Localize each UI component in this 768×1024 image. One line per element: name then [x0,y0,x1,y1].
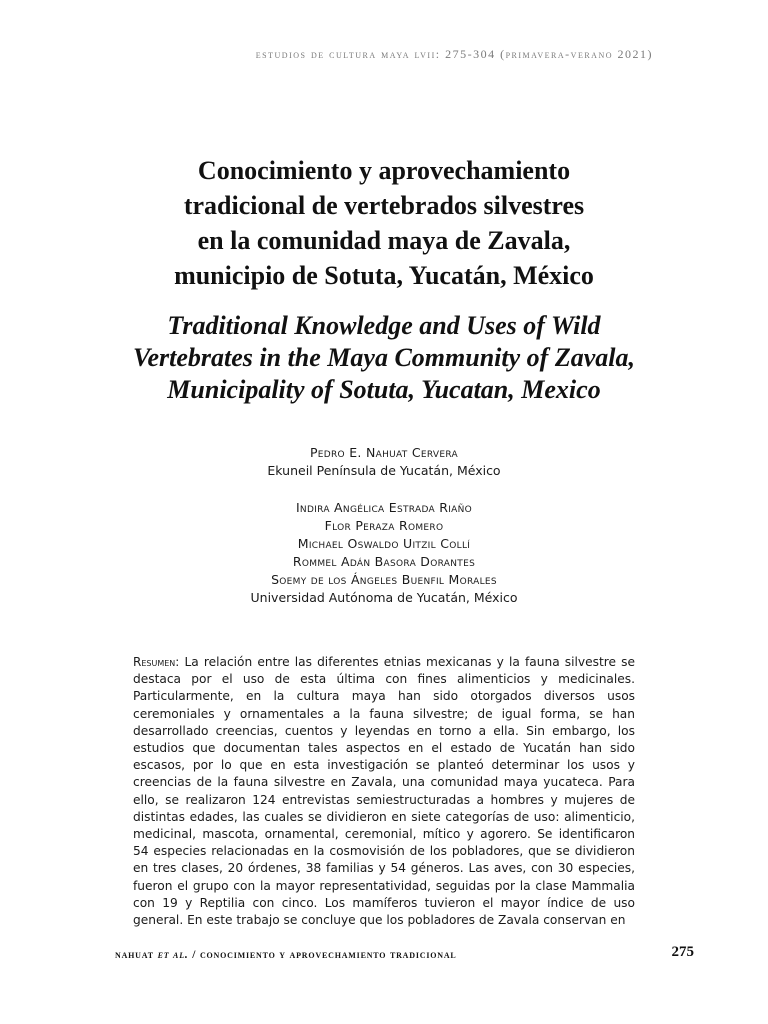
running-head: estudios de cultura maya lvii: 275-304 (primavera-verano 2021) [255,47,653,61]
author-name: Indira Angélica Estrada Riaño [295,500,473,515]
footer-short-title: conocimiento y aprovechamiento tradicional [199,949,457,961]
author-name: Pedro E. Nahuat Cervera [309,445,459,460]
spanish-title-line: en la comunidad maya de Zavala, [197,226,571,255]
spanish-title [90,153,678,293]
footer-etal: et al. [157,949,189,961]
spanish-title-line: Conocimiento y aprovechamiento [197,156,571,185]
english-title [90,310,678,406]
spanish-title-line: tradicional de vertebrados silvestres [183,191,585,220]
author-name: Flor Peraza Romero [324,518,444,533]
author-affiliation: Ekuneil Península de Yucatán, México [267,463,501,478]
english-title-line: Traditional Knowledge and Uses of Wild [167,311,601,340]
english-title-line: Municipality of Sotuta, Yucatan, Mexico [167,375,601,404]
footer-author: nahuat [115,949,154,961]
abstract-label: Resumen: [133,655,180,669]
page-number: 275 [671,944,694,960]
author-name: Michael Oswaldo Uitzil Collí [297,536,471,551]
spanish-title-line: municipio de Sotuta, Yucatán, México [174,261,594,290]
author-group-spacer [120,480,648,499]
footer-separator: / [192,949,197,961]
abstract-text: La relación entre las diferentes etnias mexicanas y la fauna silvestre se destaca por el uso de esta última con fines alimenticios y medicinales. Particularmente, en la cultura maya han sido otorgados diversos usos ceremoniales y ornamentales a la fauna silvestre; de igual forma, se han desarrollado creencias, cuentos y leyendas en torno a ella. Sin embargo, los estudios que documentan tales aspectos en el estado de Yucatán han sido escasos, por lo que en esta investigación se planteó determinar los usos y creencias de la fauna silvestre en Zavala, una comunidad maya yucateca. Para ello, se realizaron 124 entrevistas semiestructuradas a hombres y mujeres de distintas edades, las cuales se dividieron en siete categorías de uso: alimenticio, medicinal, mascota, ornamental, ceremonial, mítico y agorero. Se identificaron 54 especies relacionadas en la cosmovisión de los pobladores, que se dividieron en tres clases, 20 órdenes, 38 familias y 54 géneros. Las aves, con 30 especies, fueron el grupo con la mayor representatividad, seguidas por la clase Mammalia con 19 y Reptilia con cinco. Los mamíferos tuvieron el mayor índice de uso general. En este trabajo se concluye que los pobladores de Zavala conservan en [133,655,635,928]
author-block [120,444,648,607]
english-title-line: Vertebrates in the Maya Community of Zavala, [133,343,635,372]
author-affiliation: Universidad Autónoma de Yucatán, México [250,590,518,605]
author-name: Rommel Adán Basora Dorantes [292,554,476,569]
running-footer [115,949,457,961]
abstract [133,654,635,929]
author-name: Soemy de los Ángeles Buenfil Morales [271,572,497,587]
